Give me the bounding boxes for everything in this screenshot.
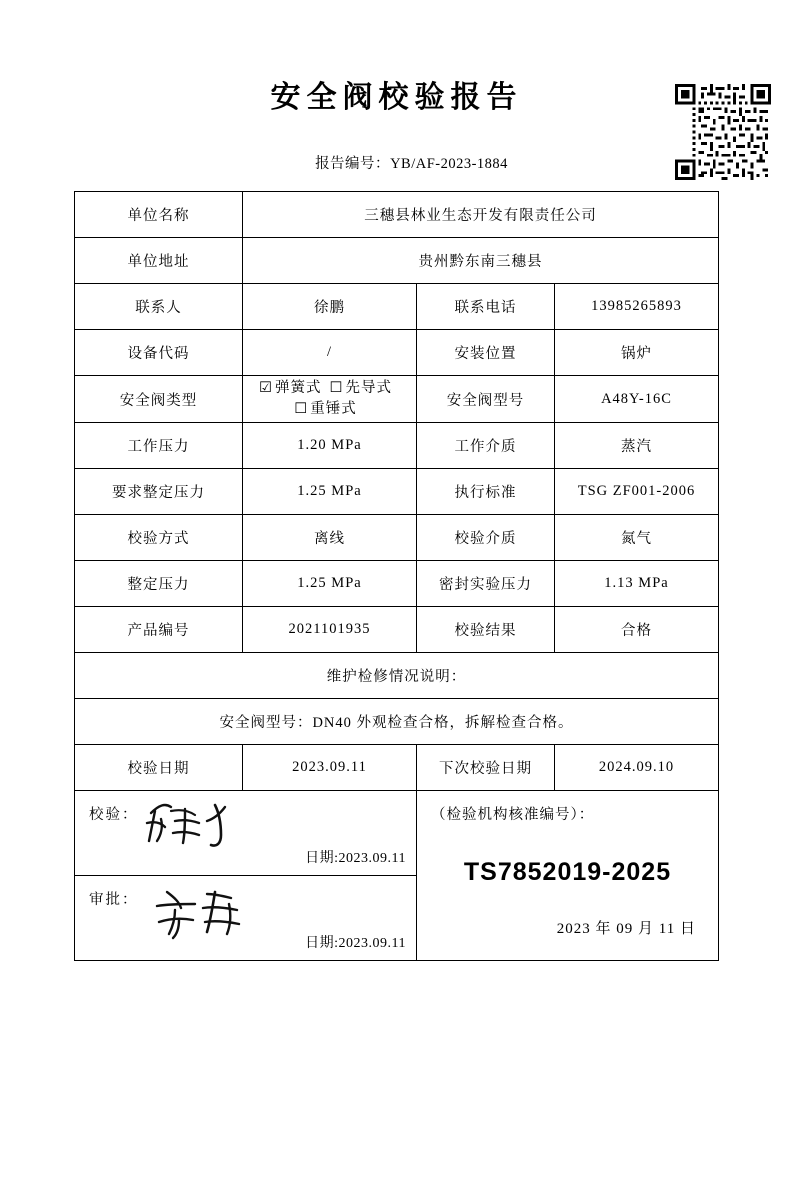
table-row-work-pressure [75, 423, 719, 469]
company-label: 单位名称 [75, 192, 243, 238]
next-check-date-value: 2024.09.10 [555, 745, 719, 791]
calibration-table [74, 191, 719, 961]
approver-date: 日期:2023.09.11 [305, 936, 406, 952]
check-method-value: 离线 [243, 515, 417, 561]
install-position-value: 锅炉 [555, 330, 719, 376]
seal-pressure-value: 1.13 MPa [555, 561, 719, 607]
table-row-required-set-pressure [75, 469, 719, 515]
table-row-set-pressure [75, 561, 719, 607]
table-row-dates [75, 745, 719, 791]
required-set-pressure-value: 1.25 MPa [243, 469, 417, 515]
table-row-address [75, 238, 719, 284]
phone-label: 联系电话 [417, 284, 555, 330]
check-medium-value: 氮气 [555, 515, 719, 561]
table-row-product-no [75, 607, 719, 653]
valve-type-label: 安全阀类型 [75, 376, 243, 423]
report-number-value: YB/AF-2023-1884 [390, 156, 508, 172]
table-row-check-method [75, 515, 719, 561]
table-row-company [75, 192, 719, 238]
valve-type-option-pilot[interactable] [330, 380, 393, 396]
standard-label: 执行标准 [417, 469, 555, 515]
phone-value: 13985265893 [555, 284, 719, 330]
checker-date: 日期:2023.09.11 [305, 851, 406, 867]
contact-label: 联系人 [75, 284, 243, 330]
company-value: 三穗县林业生态开发有限责任公司 [243, 192, 719, 238]
product-number-label: 产品编号 [75, 607, 243, 653]
checkbox-checked-icon[interactable]: ☑ [259, 380, 273, 396]
organization-code-label: （检验机构核准编号）： [431, 807, 595, 824]
set-pressure-value: 1.25 MPa [243, 561, 417, 607]
seal-pressure-label: 密封实验压力 [417, 561, 555, 607]
table-row-contact [75, 284, 719, 330]
install-position-label: 安装位置 [417, 330, 555, 376]
report-page [0, 72, 793, 1194]
result-label: 校验结果 [417, 607, 555, 653]
table-row-maintenance-title [75, 653, 719, 699]
maintenance-title: 维护检修情况说明： [75, 653, 719, 699]
address-value: 贵州黔东南三穗县 [243, 238, 719, 284]
required-set-pressure-label: 要求整定压力 [75, 469, 243, 515]
valve-type-option-label-1: 先导式 [345, 380, 392, 396]
check-date-label: 校验日期 [75, 745, 243, 791]
qr-code-icon [675, 84, 771, 180]
valve-type-options [243, 376, 417, 423]
table-row-device-code [75, 330, 719, 376]
product-number-value: 2021101935 [243, 607, 417, 653]
organization-code-value: TS7852019-2025 [463, 858, 672, 887]
issue-date: 2023 年 09 月 11 日 [556, 921, 696, 938]
approver-signature-image [149, 884, 259, 942]
checker-signature-image [141, 793, 261, 855]
contact-value: 徐鹏 [243, 284, 417, 330]
next-check-date-label: 下次校验日期 [417, 745, 555, 791]
table-row-valve-type [75, 376, 719, 423]
report-number-label: 报告编号： [315, 156, 391, 172]
maintenance-text: 安全阀型号：DN40 外观检查合格，拆解检查合格。 [75, 699, 719, 745]
table-row-checker-signature [75, 791, 719, 876]
valve-type-option-label-0: 弹簧式 [275, 380, 322, 396]
checkbox-empty-icon-2[interactable]: ☐ [294, 401, 309, 418]
page-title: 安全阀校验报告 [270, 81, 523, 114]
check-medium-label: 校验介质 [417, 515, 555, 561]
medium-label: 工作介质 [417, 423, 555, 469]
valve-type-option-spring[interactable] [259, 380, 322, 396]
device-code-value: / [243, 330, 417, 376]
valve-type-option-label-2: 重锤式 [310, 401, 357, 418]
approver-signature-cell [75, 876, 417, 961]
table-row-maintenance-text [75, 699, 719, 745]
approver-label: 审批： [89, 892, 139, 909]
work-pressure-value: 1.20 MPa [243, 423, 417, 469]
valve-model-value: A48Y-16C [555, 376, 719, 423]
checkbox-empty-icon[interactable]: ☐ [329, 380, 344, 396]
valve-type-option-weight[interactable] [294, 401, 357, 417]
device-code-label: 设备代码 [75, 330, 243, 376]
valve-model-label: 安全阀型号 [417, 376, 555, 423]
set-pressure-label: 整定压力 [75, 561, 243, 607]
check-method-label: 校验方式 [75, 515, 243, 561]
check-date-value: 2023.09.11 [243, 745, 417, 791]
standard-value: TSG ZF001-2006 [555, 469, 719, 515]
checker-signature-block [75, 791, 416, 875]
work-pressure-label: 工作压力 [75, 423, 243, 469]
result-value: 合格 [555, 607, 719, 653]
medium-value: 蒸汽 [555, 423, 719, 469]
checker-signature-cell [75, 791, 417, 876]
organization-code-cell [417, 791, 719, 961]
checker-label: 校验： [89, 807, 139, 824]
approver-signature-block [75, 876, 416, 960]
address-label: 单位地址 [75, 238, 243, 284]
